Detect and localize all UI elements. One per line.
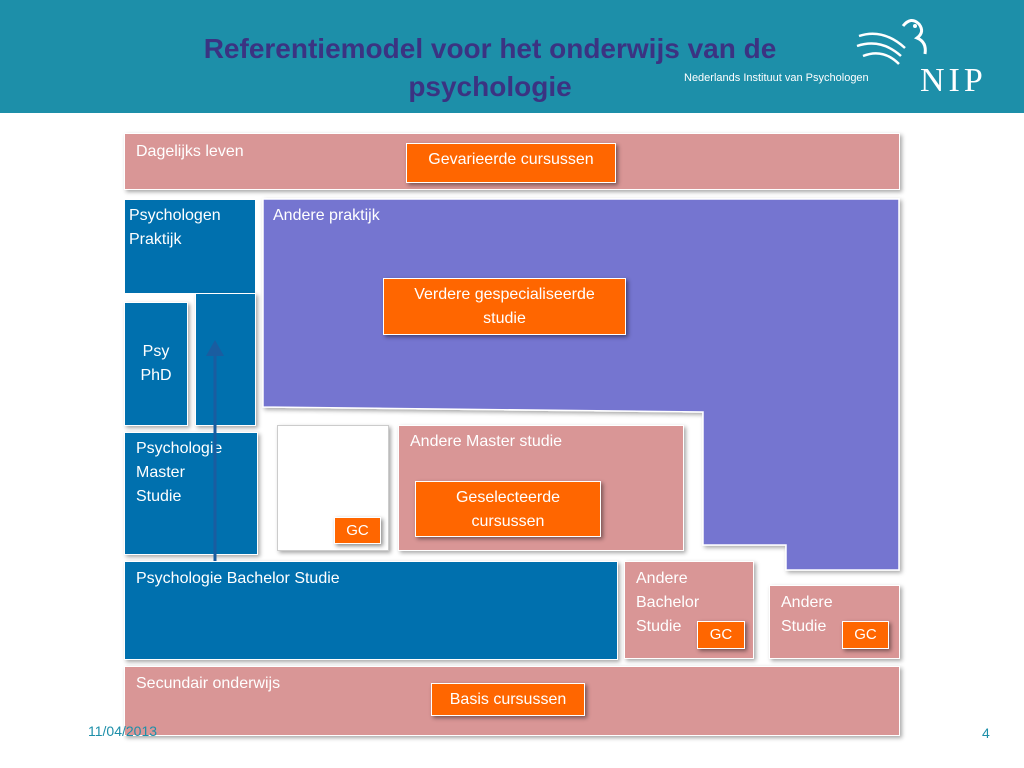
dagelijks-leven-label: Dagelijks leven (136, 143, 244, 160)
verdere-line-2: studie (483, 310, 526, 327)
andere-bachelor-line-3: Studie (636, 618, 682, 635)
andere-bachelor-line-1: Andere (636, 570, 688, 587)
andere-studie-label (781, 591, 833, 639)
psychologie-bachelor-label: Psychologie Bachelor Studie (136, 570, 340, 587)
slide-number: 4 (982, 725, 990, 741)
psychologen-praktijk-line-1: Psychologen (129, 207, 221, 224)
gc-bachelor-badge: GC (697, 621, 745, 649)
andere-studie-line-2: Studie (781, 618, 827, 635)
verdere-line-1: Verdere gespecialiseerde (414, 286, 595, 303)
title-line-1: Referentiemodel voor het onderwijs van de (203, 33, 777, 64)
psy-phd-line-2: PhD (140, 367, 172, 384)
andere-studie-line-1: Andere (781, 594, 833, 611)
upward-arrow-icon (200, 338, 230, 568)
title-line-2: psychologie (408, 71, 572, 102)
gc-master-badge: GC (334, 517, 381, 544)
basis-cursussen-box: Basis cursussen (431, 683, 585, 716)
psy-phd-label (124, 340, 188, 388)
org-name: Nederlands Instituut van Psychologen (684, 72, 869, 84)
gevarieerde-cursussen-box: Gevarieerde cursussen (406, 143, 616, 183)
andere-bachelor-label (636, 567, 699, 639)
psychologen-praktijk-line-2: Praktijk (129, 231, 182, 248)
geselecteerde-line-2: cursussen (471, 513, 545, 530)
andere-praktijk-label: Andere praktijk (273, 207, 380, 224)
psy-master-line-1: Psychologie (136, 440, 223, 457)
psychologen-praktijk-label (129, 204, 221, 252)
gc-studie-badge: GC (842, 621, 889, 649)
andere-master-label: Andere Master studie (410, 433, 563, 450)
secundair-onderwijs-label: Secundair onderwijs (136, 675, 281, 692)
psy-master-line-3: Studie (136, 488, 182, 505)
psy-master-line-2: Master (136, 464, 185, 481)
psy-phd-line-1: Psy (142, 343, 170, 360)
org-acronym: NIP (920, 62, 987, 99)
verdere-gespecialiseerde-box (383, 278, 626, 335)
andere-bachelor-line-2: Bachelor (636, 594, 700, 611)
geselecteerde-line-1: Geselecteerde (455, 489, 561, 506)
footer-date: 11/04/2013 (88, 723, 158, 739)
geselecteerde-cursussen-box (415, 481, 601, 537)
